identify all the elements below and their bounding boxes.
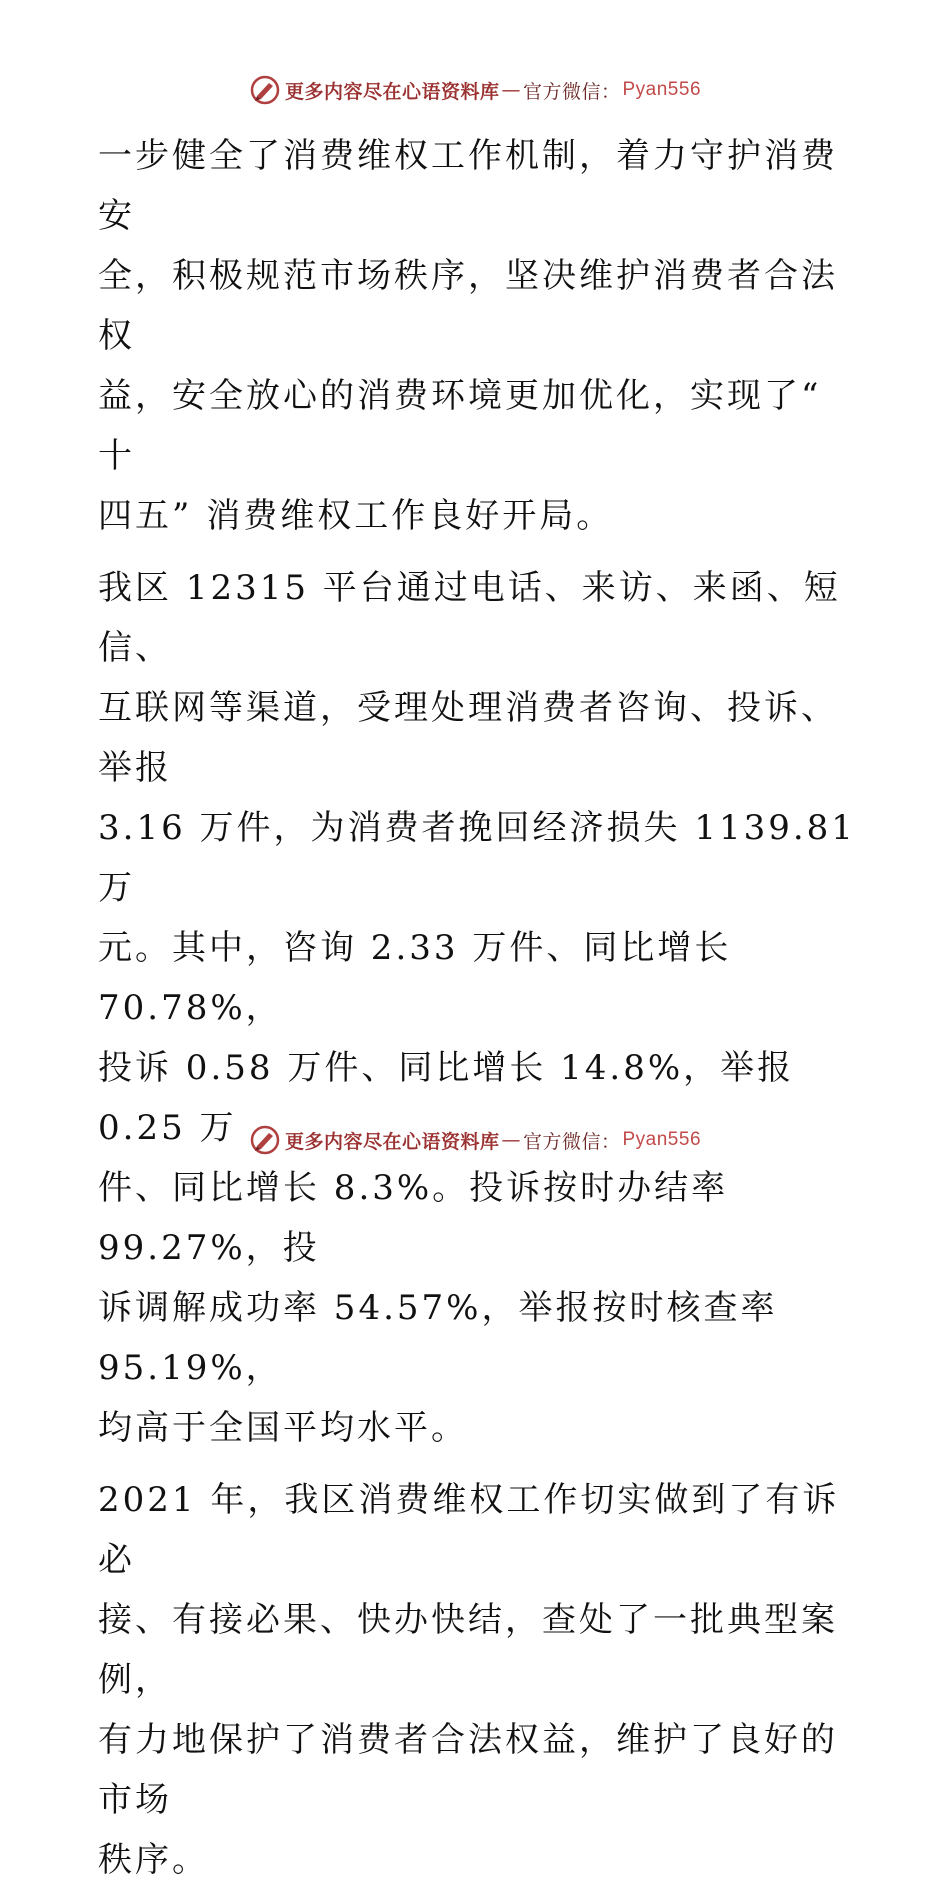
watermark-wechat-id: Pyan556 bbox=[622, 1129, 702, 1150]
paragraph-statistics: 我区 12315 平台通过电话、来访、来函、短信、 互联网等渠道，受理处理消费者咨询、投诉、举报 3.16 万件，为消费者挽回经济损失 1139.81 万 元。其中，咨询 2.33 万件、同比增长 70.78%， 投诉 0.58 万件、同比增长 14.8%，举报 0.25 万 件、同比增长 8.3%。投诉按时办结率 99.27%，投 诉调解成功率 54.57%，举报按时核查率 95.19%， 均高于全国平均水平。 bbox=[98, 568, 856, 1448]
watermark-main-text: 更多内容尽在心语资料库 bbox=[284, 80, 500, 103]
header-watermark bbox=[0, 72, 950, 108]
watermark-official-label: 官方微信： bbox=[522, 1130, 621, 1153]
paragraph-intro: 一步健全了消费维权工作机制，着力守护消费安 全，积极规范市场秩序，坚决维护消费者合法权 益，安全放心的消费环境更加优化，实现了“ 十 四五” 消费维权工作良好开局。 bbox=[98, 136, 838, 536]
watermark-official-label: 官方微信： bbox=[522, 80, 621, 103]
footer-watermark bbox=[0, 1122, 950, 1158]
watermark-wechat-id: Pyan556 bbox=[622, 79, 702, 100]
pen-logo-icon bbox=[249, 1124, 281, 1156]
watermark-main-text: 更多内容尽在心语资料库 bbox=[284, 1130, 500, 1153]
document-body bbox=[98, 126, 858, 1890]
watermark-separator: — bbox=[501, 79, 521, 101]
paragraph-summary: 2021 年，我区消费维权工作切实做到了有诉必 接、有接必果、快办快结，查处了一批典型案例， 有力地保护了消费者合法权益，维护了良好的市场 秩序。 bbox=[98, 1480, 840, 1880]
pen-logo-icon bbox=[249, 74, 281, 106]
watermark-separator: — bbox=[501, 1129, 521, 1151]
